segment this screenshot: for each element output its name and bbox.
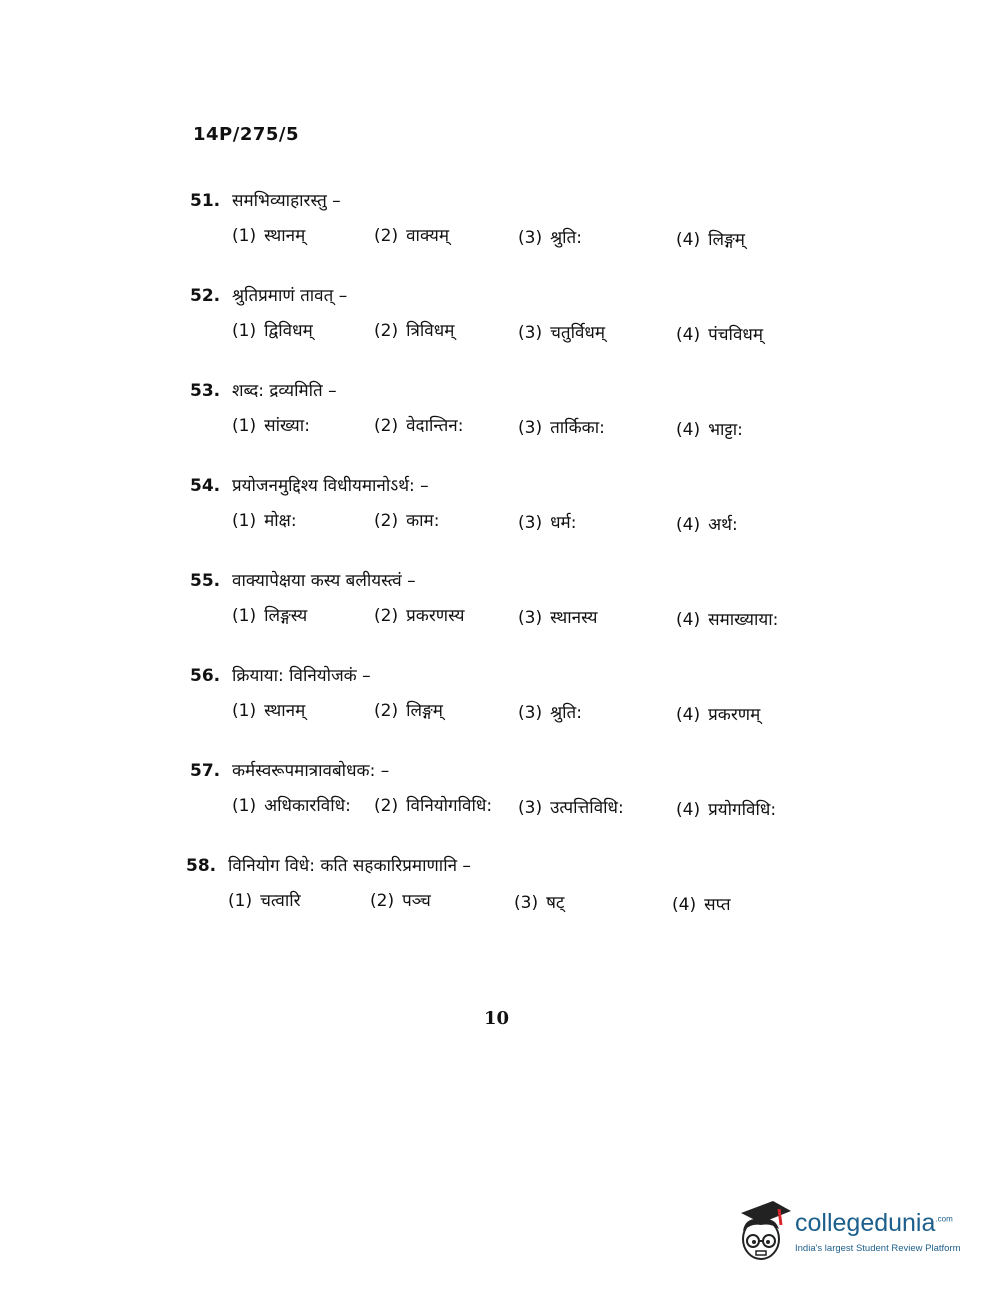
- option-text: सांख्या:: [264, 416, 310, 436]
- option-4: [676, 322, 763, 345]
- question-header: [190, 188, 810, 211]
- option-text: भाट्टा:: [708, 420, 743, 440]
- question-51: [190, 188, 810, 253]
- question-text: समभिव्याहारस्तु –: [232, 191, 341, 211]
- question-number: 56.: [190, 666, 221, 686]
- option-text: श्रुति:: [550, 703, 582, 723]
- option-text: प्रकरणस्य: [406, 606, 465, 626]
- option-text: चतुर्विधम्: [550, 323, 606, 343]
- option-1: [232, 223, 305, 246]
- question-header: [190, 473, 810, 496]
- question-text: वाक्यापेक्षया कस्य बलीयस्त्वं –: [232, 571, 416, 591]
- option-number: (2): [374, 416, 399, 436]
- option-text: विनियोगविधि:: [406, 796, 493, 816]
- option-number: (4): [676, 610, 701, 630]
- option-row: [190, 508, 810, 538]
- question-text: प्रयोजनमुद्दिश्य विधीयमानोऽर्थ: –: [232, 476, 429, 496]
- question-58: [186, 853, 806, 918]
- option-text: अधिकारविधि:: [264, 796, 351, 816]
- question-text: शब्द: द्रव्यमिति –: [232, 381, 337, 401]
- option-number: (4): [672, 895, 697, 915]
- option-3: [518, 225, 582, 248]
- option-text: श्रुति:: [550, 228, 582, 248]
- option-number: (4): [676, 325, 701, 345]
- option-text: स्थानम्: [264, 226, 306, 246]
- option-text: मोक्ष:: [264, 511, 297, 531]
- question-text: श्रुतिप्रमाणं तावत् –: [232, 286, 348, 306]
- question-number: 58.: [186, 856, 217, 876]
- option-text: वाक्यम्: [406, 226, 450, 246]
- question-number: 55.: [190, 571, 221, 591]
- option-number: (4): [676, 705, 701, 725]
- option-text: उत्पत्तिविधि:: [550, 798, 624, 818]
- option-number: (2): [374, 701, 399, 721]
- option-2: [374, 413, 463, 436]
- option-text: पंचविधम्: [708, 325, 764, 345]
- question-header: [190, 758, 810, 781]
- option-number: (3): [518, 703, 543, 723]
- option-number: (3): [518, 228, 543, 248]
- option-number: (2): [374, 226, 399, 246]
- option-number: (2): [374, 606, 399, 626]
- option-4: [672, 892, 731, 915]
- paper-code: 14P/275/5: [193, 124, 299, 145]
- option-1: [232, 318, 313, 341]
- option-4: [676, 702, 760, 725]
- option-number: (1): [232, 511, 257, 531]
- option-1: [228, 888, 301, 911]
- option-text: अर्थ:: [708, 515, 738, 535]
- option-number: (2): [374, 796, 399, 816]
- question-header: [190, 663, 810, 686]
- question-number: 53.: [190, 381, 221, 401]
- option-row: [190, 318, 810, 348]
- option-text: द्विविधम्: [264, 321, 313, 341]
- option-row: [186, 888, 806, 918]
- option-number: (2): [374, 321, 399, 341]
- question-header: [186, 853, 806, 876]
- option-2: [370, 888, 431, 911]
- option-number: (1): [232, 796, 257, 816]
- option-number: (4): [676, 800, 701, 820]
- question-text: विनियोग विधे: कति सहकारिप्रमाणानि –: [228, 856, 471, 876]
- option-number: (2): [374, 511, 399, 531]
- option-number: (4): [676, 515, 701, 535]
- page-number: 10: [483, 1008, 510, 1029]
- option-4: [676, 512, 738, 535]
- option-number: (3): [518, 513, 543, 533]
- option-number: (1): [232, 701, 257, 721]
- option-2: [374, 508, 439, 531]
- brand-name: [795, 1209, 953, 1238]
- question-52: [190, 283, 810, 348]
- option-row: [190, 793, 810, 823]
- option-text: प्रकरणम्: [708, 705, 761, 725]
- option-4: [676, 607, 778, 630]
- option-3: [518, 700, 582, 723]
- option-number: (3): [518, 323, 543, 343]
- option-1: [232, 413, 310, 436]
- option-text: सप्त: [704, 895, 731, 915]
- question-header: [190, 283, 810, 306]
- question-57: [190, 758, 810, 823]
- option-text: स्थानम्: [264, 701, 306, 721]
- mascot-logo-icon: [735, 1195, 793, 1265]
- option-3: [518, 415, 605, 438]
- option-text: त्रिविधम्: [406, 321, 455, 341]
- option-number: (1): [232, 226, 257, 246]
- option-3: [518, 795, 624, 818]
- option-1: [232, 793, 351, 816]
- question-number: 52.: [190, 286, 221, 306]
- option-number: (2): [370, 891, 395, 911]
- option-text: काम:: [406, 511, 440, 531]
- option-4: [676, 417, 743, 440]
- option-number: (3): [518, 608, 543, 628]
- option-text: स्थानस्य: [550, 608, 598, 628]
- option-text: लिङ्गम्: [708, 230, 745, 250]
- option-2: [374, 698, 443, 721]
- option-number: (1): [232, 321, 257, 341]
- option-row: [190, 223, 810, 253]
- question-text: कर्मस्वरूपमात्रावबोधक: –: [232, 761, 390, 781]
- option-number: (4): [676, 420, 701, 440]
- option-1: [232, 698, 305, 721]
- option-row: [190, 698, 810, 728]
- option-text: लिङ्गम्: [406, 701, 443, 721]
- option-3: [518, 320, 605, 343]
- option-number: (3): [514, 893, 539, 913]
- option-text: लिङ्गस्य: [264, 606, 308, 626]
- option-text: चत्वारि: [260, 891, 301, 911]
- option-text: वेदान्तिन:: [406, 416, 464, 436]
- option-2: [374, 223, 449, 246]
- collegedunia-watermark: [735, 1195, 965, 1265]
- question-number: 51.: [190, 191, 221, 211]
- option-number: (1): [232, 416, 257, 436]
- brand-tagline: India's largest Student Review Platform: [795, 1243, 961, 1254]
- option-2: [374, 318, 454, 341]
- option-number: (4): [676, 230, 701, 250]
- question-55: [190, 568, 810, 633]
- option-text: प्रयोगविधि:: [708, 800, 777, 820]
- option-3: [518, 510, 576, 533]
- option-number: (1): [228, 891, 253, 911]
- option-3: [518, 605, 598, 628]
- option-1: [232, 508, 297, 531]
- option-text: धर्म:: [550, 513, 577, 533]
- question-54: [190, 473, 810, 538]
- question-number: 54.: [190, 476, 221, 496]
- option-row: [190, 413, 810, 443]
- question-number: 57.: [190, 761, 221, 781]
- option-4: [676, 227, 745, 250]
- option-text: पञ्च: [402, 891, 431, 911]
- option-number: (3): [518, 418, 543, 438]
- option-text: षट्: [546, 893, 565, 913]
- option-2: [374, 603, 465, 626]
- option-4: [676, 797, 776, 820]
- option-number: (1): [232, 606, 257, 626]
- brand-suffix: .com: [935, 1214, 953, 1224]
- option-3: [514, 890, 565, 913]
- option-1: [232, 603, 307, 626]
- question-56: [190, 663, 810, 728]
- brand-name-text: collegedunia: [795, 1209, 936, 1237]
- question-text: क्रियाया: विनियोजकं –: [232, 666, 371, 686]
- option-number: (3): [518, 798, 543, 818]
- option-2: [374, 793, 492, 816]
- question-header: [190, 378, 810, 401]
- question-53: [190, 378, 810, 443]
- option-text: तार्किका:: [550, 418, 605, 438]
- option-text: समाख्याया:: [708, 610, 779, 630]
- option-row: [190, 603, 810, 633]
- question-header: [190, 568, 810, 591]
